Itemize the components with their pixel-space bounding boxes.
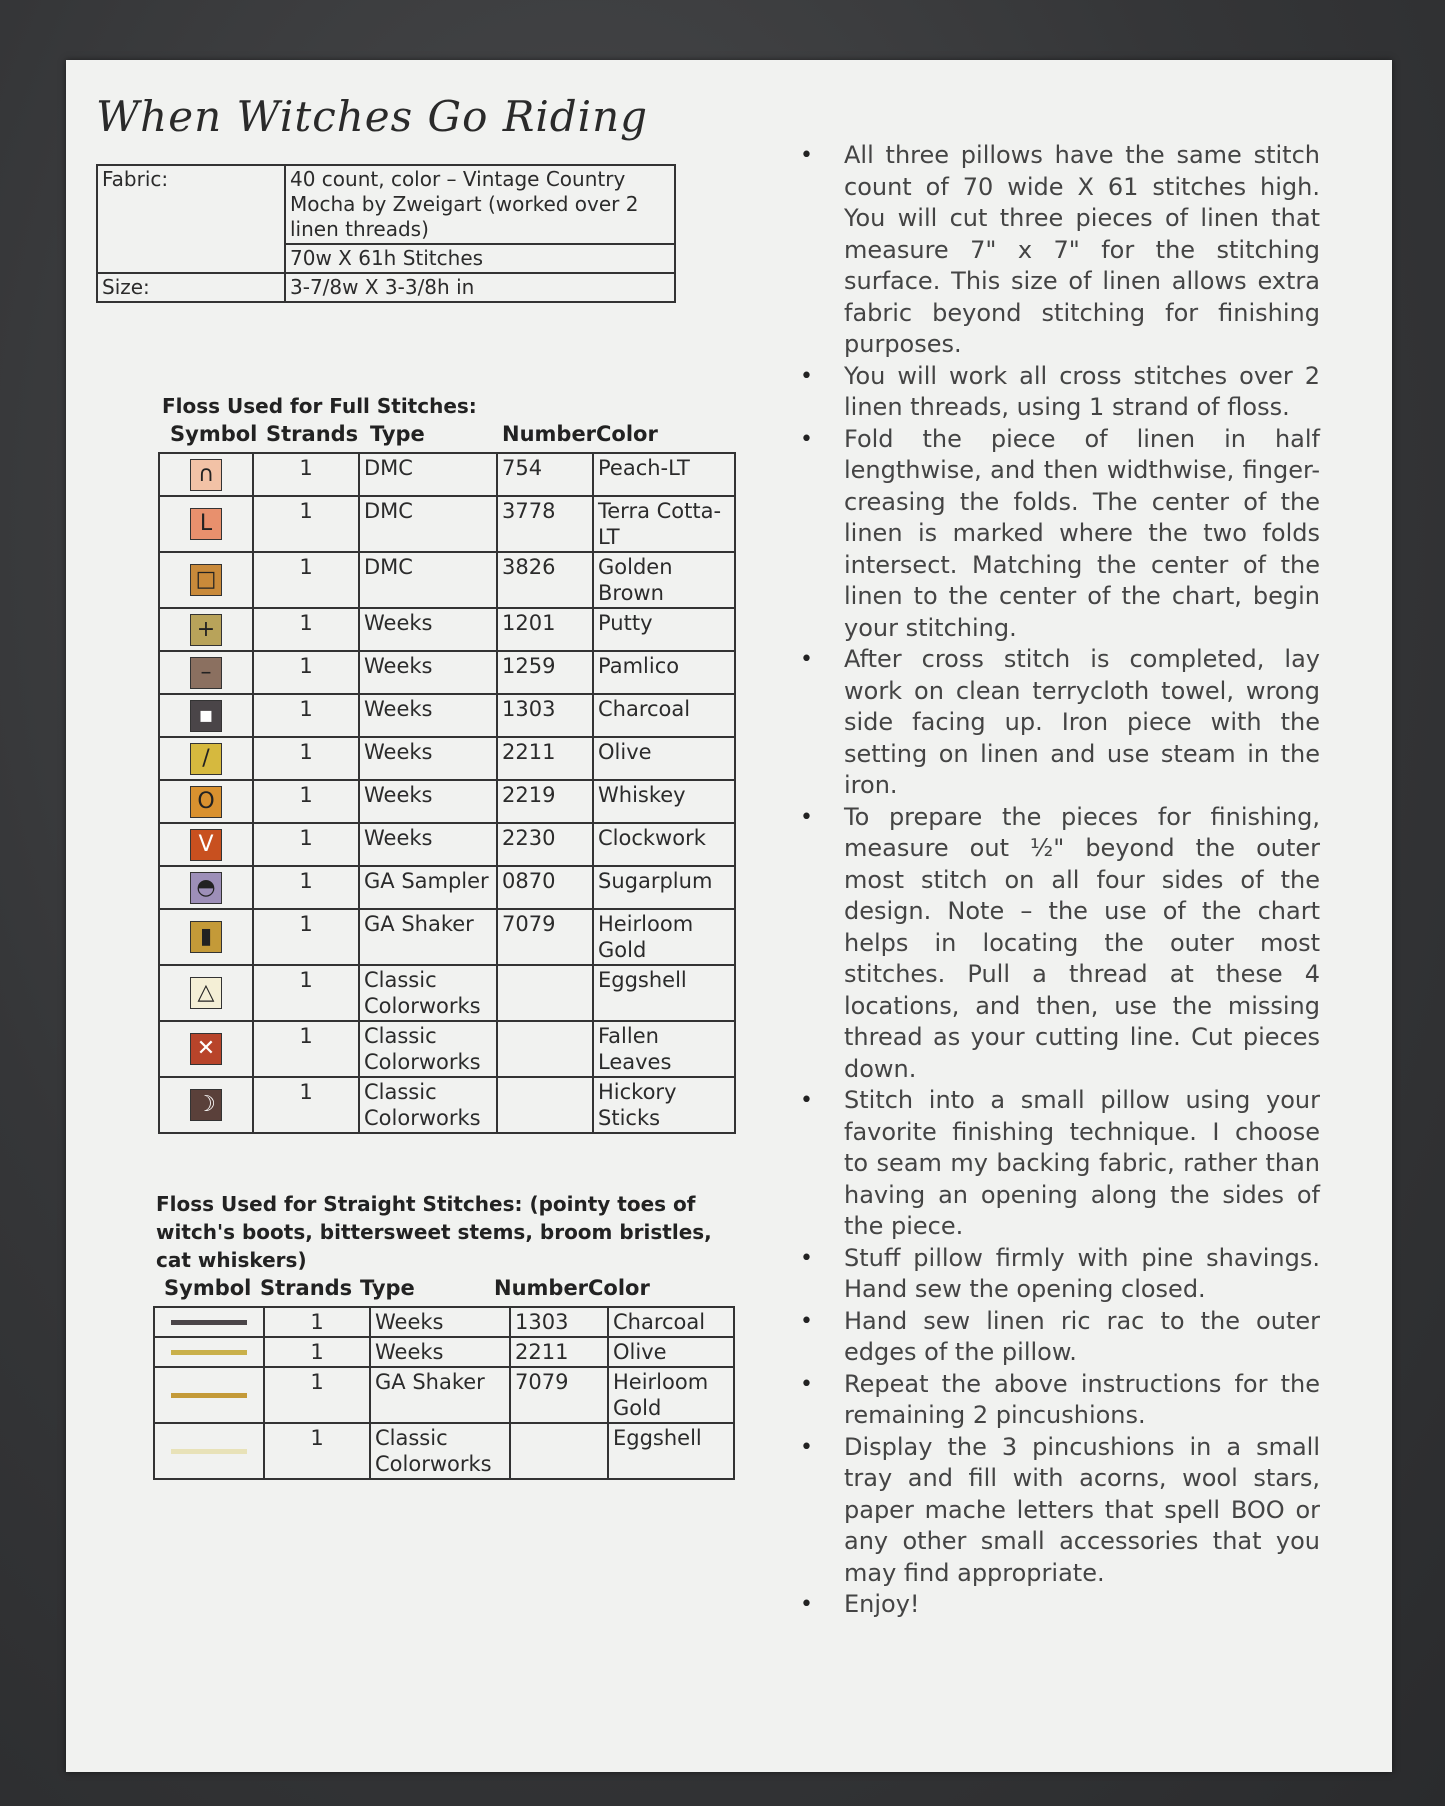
number-cell bbox=[497, 1077, 593, 1133]
page-title: When Witches Go Riding bbox=[96, 92, 649, 141]
color-cell: Terra Cotta-LT bbox=[593, 496, 735, 552]
header-strands: Strands bbox=[266, 422, 359, 446]
strands-cell: 1 bbox=[253, 694, 359, 737]
straight-line-icon bbox=[171, 1320, 247, 1325]
header-color: Color bbox=[588, 1276, 650, 1300]
full-stitches-table bbox=[158, 452, 736, 1134]
color-cell: Hickory Sticks bbox=[593, 1077, 735, 1133]
symbol-swatch-icon: / bbox=[190, 743, 222, 775]
symbol-cell bbox=[159, 737, 253, 780]
symbol-cell bbox=[159, 496, 253, 552]
color-cell: Heirloom Gold bbox=[608, 1367, 734, 1423]
strands-cell: 1 bbox=[264, 1423, 370, 1479]
type-cell: Weeks bbox=[359, 651, 497, 694]
color-cell: Heirloom Gold bbox=[593, 909, 735, 965]
strands-cell: 1 bbox=[253, 965, 359, 1021]
table-row bbox=[154, 1423, 734, 1479]
type-cell: Classic Colorworks bbox=[370, 1423, 510, 1479]
symbol-swatch-icon: L bbox=[190, 508, 222, 540]
table-row bbox=[154, 1337, 734, 1367]
symbol-cell bbox=[154, 1307, 264, 1337]
number-cell: 1303 bbox=[497, 694, 593, 737]
type-cell: DMC bbox=[359, 453, 497, 496]
symbol-cell bbox=[159, 866, 253, 909]
header-symbol: Symbol bbox=[170, 422, 258, 446]
size-value: 3-7/8w X 3-3/8h in bbox=[285, 273, 675, 302]
number-cell: 7079 bbox=[510, 1367, 608, 1423]
number-cell: 2230 bbox=[497, 823, 593, 866]
symbol-swatch-icon: □ bbox=[190, 564, 222, 596]
strands-cell: 1 bbox=[253, 909, 359, 965]
full-stitches-heading: Floss Used for Full Stitches: bbox=[162, 394, 477, 418]
table-row bbox=[159, 651, 735, 694]
list-item: • Stuff pillow firmly with pine shavings. Hand sew the opening closed. bbox=[800, 1243, 1320, 1306]
symbol-swatch-icon: ▮ bbox=[190, 921, 222, 953]
symbol-cell bbox=[159, 780, 253, 823]
color-cell: Eggshell bbox=[608, 1423, 734, 1479]
header-type: Type bbox=[360, 1276, 415, 1300]
type-cell: GA Shaker bbox=[359, 909, 497, 965]
straight-stitches-heading: Floss Used for Straight Stitches: (pointy toes of witch's boots, bittersweet stems, broom bristles, cat whiskers) bbox=[156, 1192, 712, 1272]
color-cell: Fallen Leaves bbox=[593, 1021, 735, 1077]
symbol-swatch-icon: V bbox=[190, 829, 222, 861]
symbol-cell bbox=[154, 1423, 264, 1479]
color-cell: Pamlico bbox=[593, 651, 735, 694]
strands-cell: 1 bbox=[253, 651, 359, 694]
list-item: • Fold the piece of linen in half lengthwise, and then widthwise, finger-creasing the folds. The center of the linen is marked where the two folds intersect. Matching the center of the linen to the center of the chart, begin your stitching. bbox=[800, 424, 1320, 645]
table-row bbox=[159, 1021, 735, 1077]
type-cell: GA Sampler bbox=[359, 866, 497, 909]
list-item: • Repeat the above instructions for the remaining 2 pincushions. bbox=[800, 1369, 1320, 1432]
header-color: Color bbox=[596, 422, 658, 446]
strands-cell: 1 bbox=[253, 1077, 359, 1133]
number-cell: 2219 bbox=[497, 780, 593, 823]
strands-cell: 1 bbox=[253, 453, 359, 496]
instructions-list bbox=[800, 140, 1320, 1621]
color-cell: Golden Brown bbox=[593, 552, 735, 608]
color-cell: Olive bbox=[593, 737, 735, 780]
header-number: Number bbox=[494, 1276, 589, 1300]
header-strands: Strands bbox=[260, 1276, 353, 1300]
number-cell: 0870 bbox=[497, 866, 593, 909]
strands-cell: 1 bbox=[253, 866, 359, 909]
number-cell bbox=[497, 1021, 593, 1077]
straight-line-icon bbox=[171, 1393, 247, 1398]
list-item: • After cross stitch is completed, lay work on clean terrycloth towel, wrong side facing up. Iron piece with the setting on linen and use steam in the iron. bbox=[800, 644, 1320, 802]
color-cell: Clockwork bbox=[593, 823, 735, 866]
type-cell: DMC bbox=[359, 552, 497, 608]
symbol-swatch-icon: + bbox=[190, 614, 222, 646]
stitch-count: 70w X 61h Stitches bbox=[285, 244, 675, 273]
type-cell: Weeks bbox=[370, 1307, 510, 1337]
type-cell: GA Shaker bbox=[370, 1367, 510, 1423]
strands-cell: 1 bbox=[253, 1021, 359, 1077]
type-cell: Weeks bbox=[359, 737, 497, 780]
symbol-swatch-icon: ✕ bbox=[190, 1033, 222, 1065]
symbol-swatch-icon: ∩ bbox=[190, 459, 222, 491]
strands-cell: 1 bbox=[264, 1337, 370, 1367]
table-row bbox=[159, 866, 735, 909]
color-cell: Putty bbox=[593, 608, 735, 651]
color-cell: Charcoal bbox=[593, 694, 735, 737]
table-row bbox=[154, 1367, 734, 1423]
number-cell bbox=[497, 965, 593, 1021]
table-row bbox=[159, 453, 735, 496]
type-cell: DMC bbox=[359, 496, 497, 552]
header-number: Number bbox=[502, 422, 597, 446]
header-symbol: Symbol bbox=[164, 1276, 252, 1300]
strands-cell: 1 bbox=[264, 1367, 370, 1423]
symbol-cell bbox=[159, 552, 253, 608]
number-cell: 7079 bbox=[497, 909, 593, 965]
list-item: • Stitch into a small pillow using your favorite finishing technique. I choose to seam my backing fabric, rather than having an opening along the sides of the piece. bbox=[800, 1085, 1320, 1243]
symbol-cell bbox=[154, 1337, 264, 1367]
table-row bbox=[159, 909, 735, 965]
symbol-cell bbox=[154, 1367, 264, 1423]
list-item: • All three pillows have the same stitch count of 70 wide X 61 stitches high. You will cut three pieces of linen that measure 7" x 7" for the stitching surface. This size of linen allows extra fabric beyond stitching for finishing purposes. bbox=[800, 140, 1320, 361]
type-cell: Weeks bbox=[359, 608, 497, 651]
straight-line-icon bbox=[171, 1449, 247, 1454]
size-label: Size: bbox=[97, 273, 285, 302]
fabric-label: Fabric: bbox=[97, 165, 285, 273]
strands-cell: 1 bbox=[253, 780, 359, 823]
symbol-cell bbox=[159, 1077, 253, 1133]
table-row bbox=[159, 780, 735, 823]
color-cell: Whiskey bbox=[593, 780, 735, 823]
symbol-cell bbox=[159, 694, 253, 737]
type-cell: Weeks bbox=[370, 1337, 510, 1367]
table-row bbox=[159, 737, 735, 780]
straight-stitches-table bbox=[153, 1306, 735, 1480]
type-cell: Weeks bbox=[359, 823, 497, 866]
strands-cell: 1 bbox=[253, 608, 359, 651]
strands-cell: 1 bbox=[264, 1307, 370, 1337]
color-cell: Sugarplum bbox=[593, 866, 735, 909]
symbol-cell bbox=[159, 651, 253, 694]
type-cell: Classic Colorworks bbox=[359, 1021, 497, 1077]
strands-cell: 1 bbox=[253, 737, 359, 780]
fabric-table bbox=[96, 164, 676, 303]
strands-cell: 1 bbox=[253, 552, 359, 608]
fabric-value: 40 count, color – Vintage Country Mocha by Zweigart (worked over 2 linen threads) bbox=[285, 165, 675, 244]
number-cell: 3778 bbox=[497, 496, 593, 552]
symbol-swatch-icon: – bbox=[190, 657, 222, 689]
symbol-cell bbox=[159, 965, 253, 1021]
table-row bbox=[159, 823, 735, 866]
symbol-cell bbox=[159, 608, 253, 651]
type-cell: Weeks bbox=[359, 780, 497, 823]
color-cell: Eggshell bbox=[593, 965, 735, 1021]
symbol-cell bbox=[159, 823, 253, 866]
symbol-swatch-icon: △ bbox=[190, 977, 222, 1009]
number-cell: 1303 bbox=[510, 1307, 608, 1337]
table-row bbox=[159, 965, 735, 1021]
list-item: • Hand sew linen ric rac to the outer edges of the pillow. bbox=[800, 1306, 1320, 1369]
table-row bbox=[159, 694, 735, 737]
strands-cell: 1 bbox=[253, 496, 359, 552]
symbol-cell bbox=[159, 909, 253, 965]
type-cell: Weeks bbox=[359, 694, 497, 737]
number-cell: 2211 bbox=[497, 737, 593, 780]
straight-stitches-column-headers bbox=[164, 1276, 664, 1304]
table-row bbox=[154, 1307, 734, 1337]
table-row bbox=[159, 496, 735, 552]
number-cell: 2211 bbox=[510, 1337, 608, 1367]
symbol-cell bbox=[159, 1021, 253, 1077]
list-item: • Display the 3 pincushions in a small tray and fill with acorns, wool stars, paper mache letters that spell BOO or any other small accessories that you may find appropriate. bbox=[800, 1432, 1320, 1590]
straight-line-icon bbox=[171, 1350, 247, 1355]
table-row bbox=[159, 1077, 735, 1133]
color-cell: Peach-LT bbox=[593, 453, 735, 496]
list-item: • You will work all cross stitches over 2 linen threads, using 1 strand of floss. bbox=[800, 361, 1320, 424]
list-item: • To prepare the pieces for finishing, measure out ½" beyond the outer most stitch on all four sides of the design. Note – the use of the chart helps in locating the outer most stitches. Pull a thread at these 4 locations, and then, use the missing thread as your cutting line. Cut pieces down. bbox=[800, 802, 1320, 1086]
symbol-swatch-icon: O bbox=[190, 786, 222, 818]
number-cell bbox=[510, 1423, 608, 1479]
color-cell: Olive bbox=[608, 1337, 734, 1367]
number-cell: 1201 bbox=[497, 608, 593, 651]
list-item: • Enjoy! bbox=[800, 1589, 1320, 1621]
table-row bbox=[159, 552, 735, 608]
number-cell: 3826 bbox=[497, 552, 593, 608]
table-row bbox=[159, 608, 735, 651]
symbol-cell bbox=[159, 453, 253, 496]
symbol-swatch-icon: ☽ bbox=[190, 1089, 222, 1121]
symbol-swatch-icon: ▪ bbox=[190, 700, 222, 732]
number-cell: 1259 bbox=[497, 651, 593, 694]
type-cell: Classic Colorworks bbox=[359, 1077, 497, 1133]
full-stitches-column-headers bbox=[170, 422, 670, 450]
strands-cell: 1 bbox=[253, 823, 359, 866]
type-cell: Classic Colorworks bbox=[359, 965, 497, 1021]
symbol-swatch-icon: ◓ bbox=[190, 872, 222, 904]
number-cell: 754 bbox=[497, 453, 593, 496]
color-cell: Charcoal bbox=[608, 1307, 734, 1337]
header-type: Type bbox=[370, 422, 425, 446]
